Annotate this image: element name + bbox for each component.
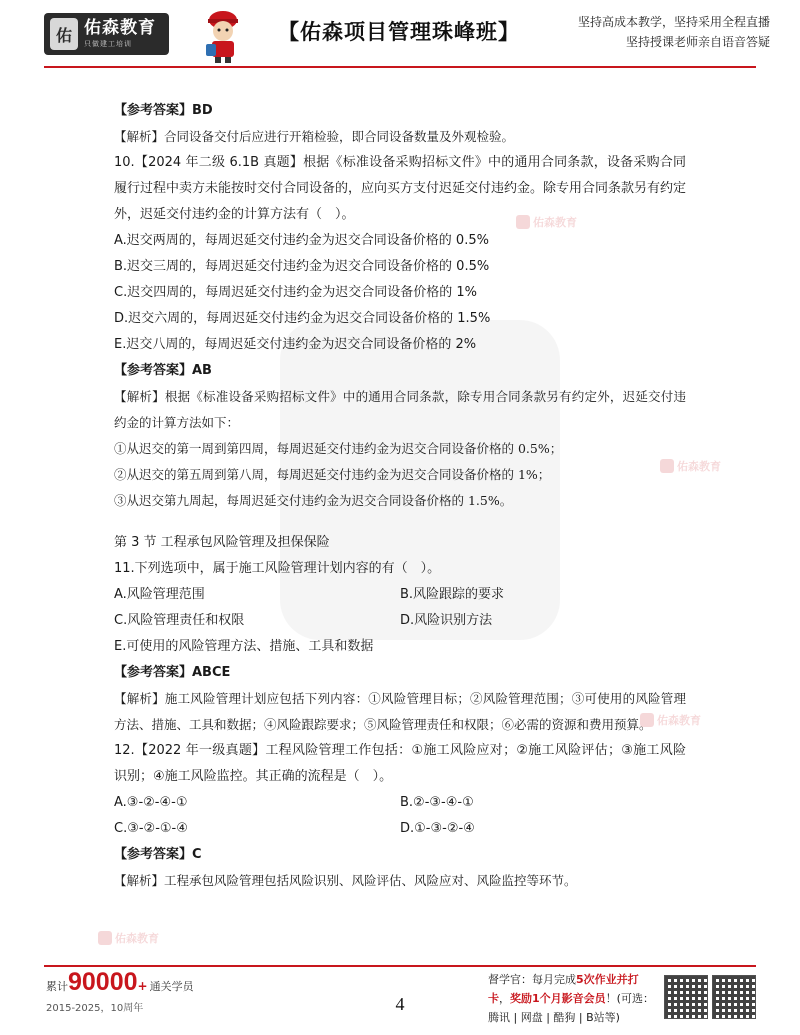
slogan-line: 坚持高成本教学，坚持采用全程直播 <box>577 15 770 29</box>
option-item: C.③-②-①-④ <box>114 821 188 836</box>
logo-mark-icon: 佑 <box>50 18 78 50</box>
option-item: B.②-③-④-① <box>400 795 474 810</box>
slogan-line: 坚持授课老师亲自语音答疑 <box>625 35 770 49</box>
page-content <box>114 98 686 894</box>
footer-divider <box>44 965 756 967</box>
logo-tagline: 只做建工培训 <box>84 40 132 48</box>
option-item: C.风险管理责任和权限 <box>114 613 245 628</box>
footer-promo: 督学官：每月完成5次作业并打卡，奖励1个月影音会员！(可选：腾讯 | 网盘 | 酷狗 | B站等) <box>488 973 654 1024</box>
option-line: B.迟交三周的，每周迟延交付违约金为迟交合同设备价格的 0.5% <box>114 259 490 274</box>
analysis-paragraph: 【解析】施工风险管理计划应包括下列内容：①风险管理目标；②风险管理范围；③可使用的风险管理方法、措施、工具和数据；④风险跟踪要求；⑤风险管理责任和权限；⑥必需的资源和费用预算。 <box>114 691 686 732</box>
analysis-paragraph: 【解析】根据《标准设备采购招标文件》中的通用合同条款，除专用合同条款另有约定外，迟延交付违约金的计算方法如下： <box>114 389 686 430</box>
option-line: E.可使用的风险管理方法、措施、工具和数据 <box>114 639 374 654</box>
question-stem: 12.【2022 年一级真题】工程风险管理工作包括：①施工风险应对；②施工风险评估；③施工风险识别；④施工风险监控。其正确的流程是（ ）。 <box>114 743 686 784</box>
page-number: 4 <box>395 994 405 1014</box>
watermark-icon <box>98 931 112 945</box>
analysis-line: 【解析】工程承包风险管理包括风险识别、风险评估、风险应对、风险监控等环节。 <box>114 873 577 888</box>
option-item: D.①-③-②-④ <box>400 821 475 836</box>
option-row <box>114 608 686 634</box>
option-line: A.迟交两周的，每周迟延交付违约金为迟交合同设备价格的 0.5% <box>114 233 489 248</box>
section-title: 第 3 节 工程承包风险管理及担保保险 <box>114 535 330 550</box>
option-row <box>114 582 686 608</box>
watermark: 佑森教育 <box>516 214 577 230</box>
analysis-point: ②从迟交的第五周到第八周，每周迟延交付违约金为迟交合同设备价格的 1%； <box>114 467 551 482</box>
count-number: 90000 <box>68 968 138 996</box>
answer-line: 【参考答案】BD <box>114 103 213 118</box>
watermark: 佑森教育 <box>640 712 701 728</box>
watermark: 佑森教育 <box>660 458 721 474</box>
mascot-icon <box>200 6 246 64</box>
qr-code-icon <box>664 975 708 1019</box>
footer-stats <box>46 970 194 1014</box>
analysis-point: ①从迟交的第一周到第四周，每周迟延交付违约金为迟交合同设备价格的 0.5%； <box>114 441 563 456</box>
question-stem: 11.下列选项中，属于施工风险管理计划内容的有（ ）。 <box>114 561 441 576</box>
header-title: 【佑森项目管理珠峰班】 <box>278 20 520 44</box>
option-line: D.迟交六周的，每周迟延交付违约金为迟交合同设备价格的 1.5% <box>114 311 491 326</box>
qr-code-icon <box>712 975 756 1019</box>
option-line: C.迟交四周的，每周迟延交付违约金为迟交合同设备价格的 1% <box>114 285 477 300</box>
watermark: 佑森教育 <box>98 930 159 946</box>
count-prefix: 累计 <box>46 980 68 993</box>
option-line: E.迟交八周的，每周迟延交付违约金为迟交合同设备价格的 2% <box>114 337 477 352</box>
option-item: A.风险管理范围 <box>114 587 205 602</box>
analysis-line: 【解析】合同设备交付后应进行开箱检验，即合同设备数量及外观检验。 <box>114 129 515 144</box>
answer-line: 【参考答案】AB <box>114 363 212 378</box>
header-divider <box>44 66 756 68</box>
option-item: D.风险识别方法 <box>400 613 493 628</box>
count-plus: + <box>137 979 148 993</box>
option-item: B.风险跟踪的要求 <box>400 587 505 602</box>
brand-logo <box>44 13 169 55</box>
logo-name: 佑森教育 <box>84 18 156 38</box>
count-suffix: 通关学员 <box>149 980 194 993</box>
analysis-point: ③从迟交第九周起，每周迟延交付违约金为迟交合同设备价格的 1.5%。 <box>114 493 513 508</box>
option-row <box>114 790 686 816</box>
years-label: 2015-2025，10周年 <box>46 1003 144 1014</box>
header-slogan <box>578 12 770 52</box>
page-header <box>0 0 800 72</box>
answer-line: 【参考答案】ABCE <box>114 665 231 680</box>
option-item: A.③-②-④-① <box>114 795 188 810</box>
answer-line: 【参考答案】C <box>114 847 202 862</box>
option-row <box>114 816 686 842</box>
question-stem: 10.【2024 年二级 6.1B 真题】根据《标准设备采购招标文件》中的通用合同条款，设备采购合同履行过程中卖方未能按时交付合同设备的，应向买方支付迟延交付违约金。除专用合同条款另有约定外，迟延交付违约金的计算方法有（ ）。 <box>114 155 687 222</box>
